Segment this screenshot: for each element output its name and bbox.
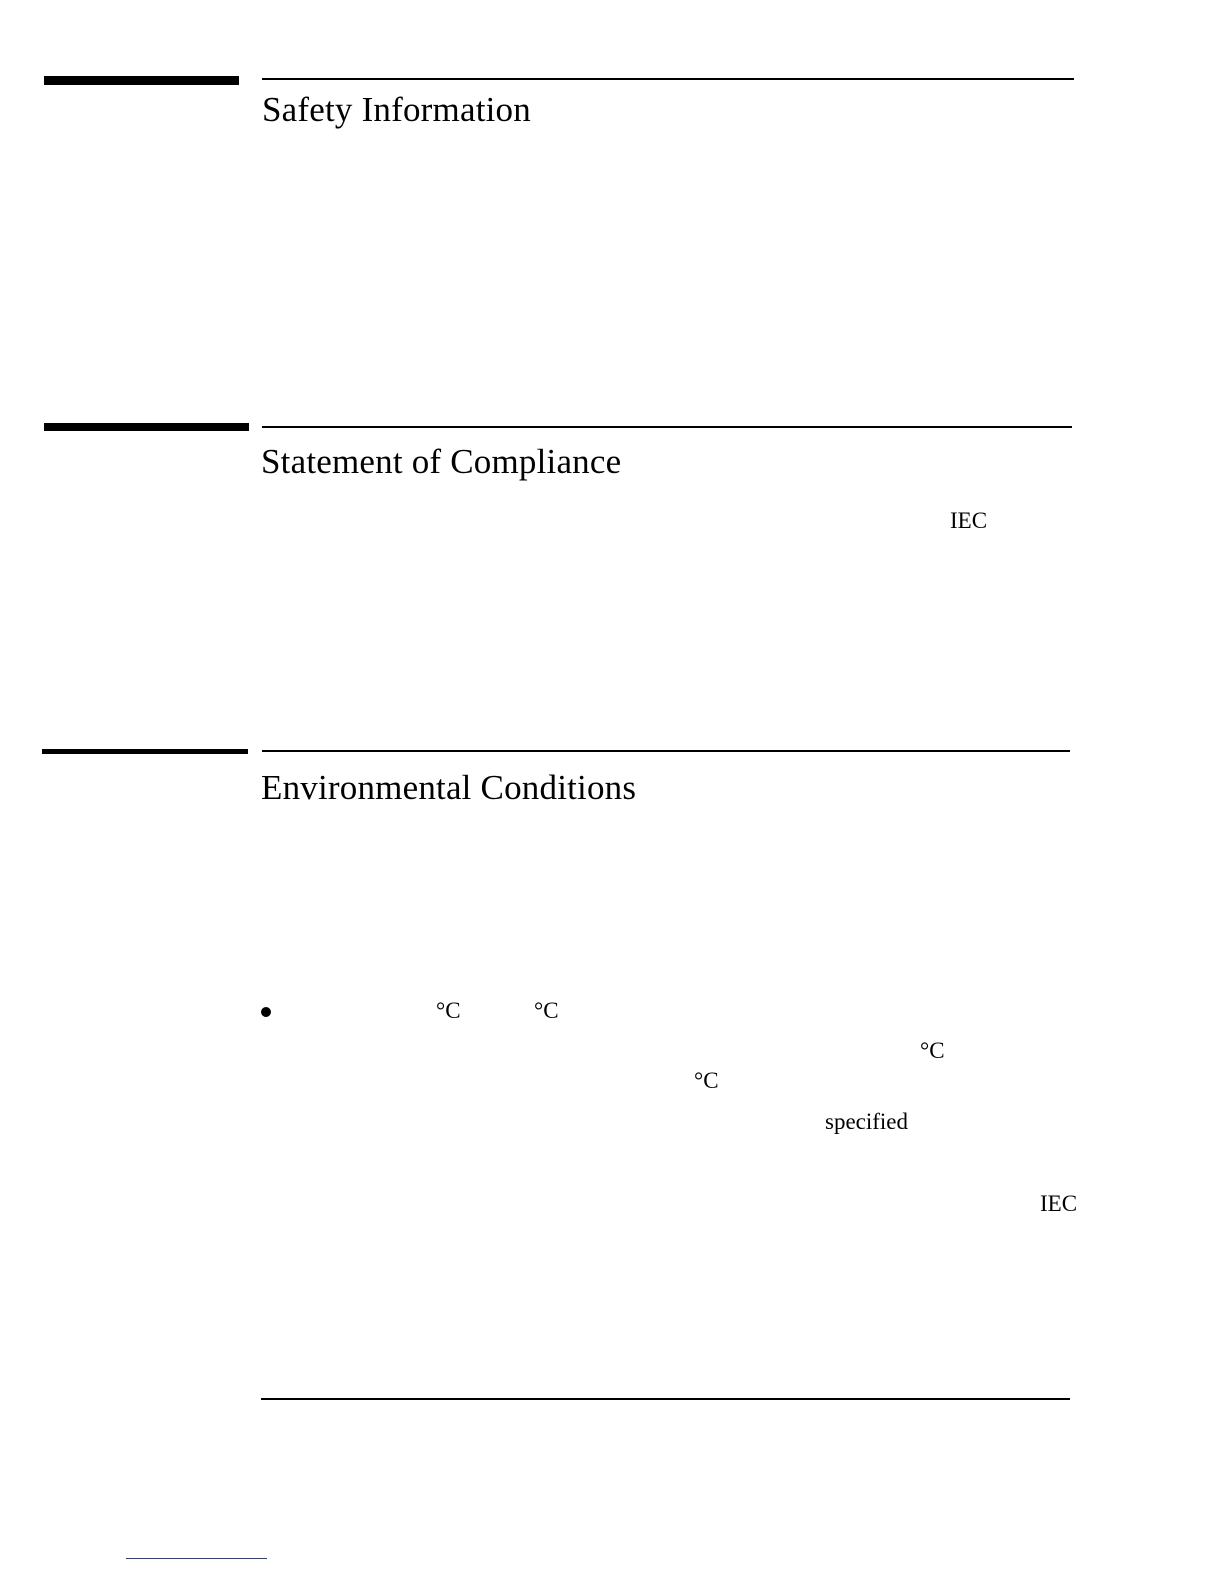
text-degrees-celsius: °C bbox=[920, 1038, 945, 1063]
footer-link-underline bbox=[126, 1558, 267, 1559]
footer-rule bbox=[261, 1398, 1070, 1400]
rule-safety bbox=[262, 78, 1074, 80]
text-specified: specified bbox=[825, 1109, 909, 1134]
heading-safety-information: Safety Information bbox=[262, 90, 531, 129]
side-rule-compliance bbox=[44, 423, 249, 431]
rule-environment bbox=[262, 750, 1070, 752]
side-rule-safety bbox=[44, 76, 239, 85]
text-degrees-celsius: °C bbox=[694, 1068, 719, 1093]
text-degrees-celsius: °C bbox=[436, 998, 461, 1023]
text-iec: IEC bbox=[1040, 1191, 1078, 1216]
list-bullet bbox=[261, 1007, 271, 1017]
side-rule-environment bbox=[42, 749, 248, 754]
rule-compliance bbox=[262, 426, 1072, 428]
heading-statement-of-compliance: Statement of Compliance bbox=[261, 442, 622, 481]
heading-environmental-conditions: Environmental Conditions bbox=[261, 768, 637, 807]
text-degrees-celsius: °C bbox=[534, 998, 559, 1023]
text-iec: IEC bbox=[950, 508, 988, 533]
